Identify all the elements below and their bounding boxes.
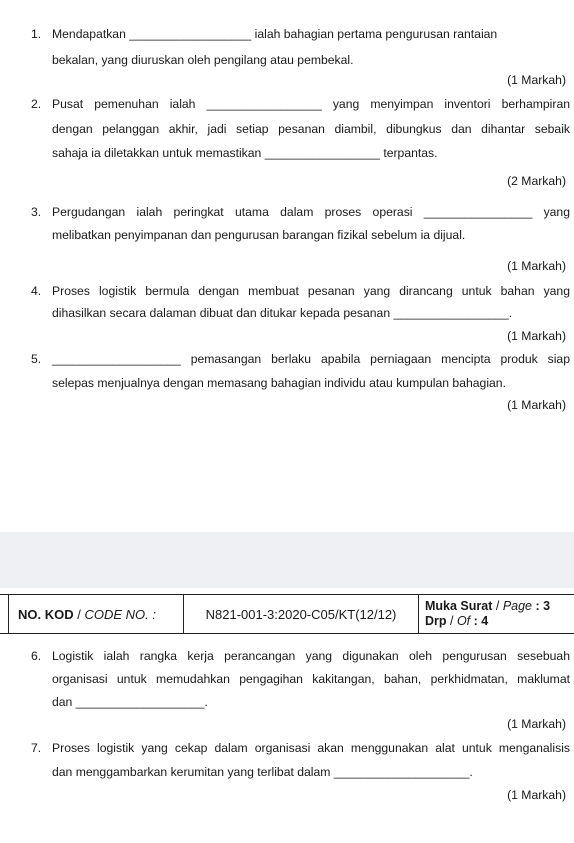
question-text-line: Logistik ialah rangka kerja perancangan yang digunakan oleh pengurusan sesebuah: [52, 649, 570, 663]
code-label-cell: [8, 595, 184, 633]
question-text-line: Pusat pemenuhan ialah _________________ yang menyimpan inventori berhampiran: [52, 97, 570, 111]
code-label-bold: NO. KOD: [18, 606, 74, 622]
question-number: 4.: [31, 284, 42, 298]
question-text-line: bekalan, yang diuruskan oleh pengilang atau pembekal.: [52, 53, 354, 67]
question-text-line: selepas menjualnya dengan memasang bahagian individu atau kumpulan bahagian.: [52, 376, 506, 390]
question-text-line: Mendapatkan __________________ ialah bahagian pertama pengurusan rantaian: [52, 27, 498, 41]
code-value: N821-001-3:2020-C05/KT(12/12): [205, 606, 397, 622]
question-text-line: melibatkan penyimpanan dan pengurusan barangan fizikal sebelum ia dijual.: [52, 228, 466, 242]
question-text-line: ___________________ pemasangan berlaku apabila perniagaan mencipta produk siap: [52, 352, 570, 366]
of-label-sep: /: [446, 614, 457, 628]
of-value: : 4: [470, 614, 489, 628]
question-text-line: Proses logistik bermula dengan membuat pesanan yang dirancang untuk bahan yang: [52, 284, 570, 298]
mark-label: (1 Markah): [507, 398, 566, 412]
page-label-italic: Page: [502, 599, 533, 613]
question-text-line: dan menggambarkan kerumitan yang terlibat dalam ____________________.: [52, 765, 473, 779]
mark-label: (1 Markah): [507, 788, 566, 802]
question-number: 3.: [31, 205, 42, 219]
question-number: 2.: [31, 97, 42, 111]
question-text-line: dihasilkan secara dalaman dibuat dan ditukar kepada pesanan _________________.: [52, 306, 513, 320]
mark-label: (1 Markah): [507, 259, 566, 273]
question-text-line: sahaja ia diletakkan untuk memastikan _________________ terpantas.: [52, 146, 438, 160]
question-number: 6.: [31, 649, 42, 663]
question-text-line: dengan pelanggan akhir, jadi setiap pesanan diambil, dibungkus dan dihantar sebaik: [52, 122, 570, 136]
of-label-italic: Of: [456, 614, 471, 628]
mark-label: (1 Markah): [507, 329, 566, 343]
page-value: : 3: [532, 599, 551, 613]
question-text-line: organisasi untuk memudahkan pengagihan kakitangan, bahan, perkhidmatan, maklumat: [52, 672, 570, 686]
question-number: 1.: [31, 27, 42, 41]
code-label-italic: CODE NO. :: [84, 606, 156, 622]
code-value-cell: [184, 595, 419, 633]
page-label-bold: Muka Surat: [425, 599, 493, 613]
question-text-line: Proses logistik yang cekap dalam organisasi akan menggunakan alat untuk menganalisis: [52, 741, 570, 755]
mark-label: (2 Markah): [507, 174, 566, 188]
question-text-line: dan ___________________.: [52, 695, 208, 709]
question-number: 7.: [31, 741, 42, 755]
of-label-bold: Drp: [425, 614, 447, 628]
page-header-table: [0, 594, 574, 634]
page-break: [0, 532, 574, 588]
page-label-sep: /: [492, 599, 503, 613]
page-info-cell: [419, 595, 574, 633]
mark-label: (1 Markah): [507, 717, 566, 731]
code-label-sep: /: [73, 606, 85, 622]
mark-label: (1 Markah): [507, 73, 566, 87]
question-text-line: Pergudangan ialah peringkat utama dalam proses operasi ________________ yang: [52, 205, 570, 219]
question-number: 5.: [31, 352, 42, 366]
